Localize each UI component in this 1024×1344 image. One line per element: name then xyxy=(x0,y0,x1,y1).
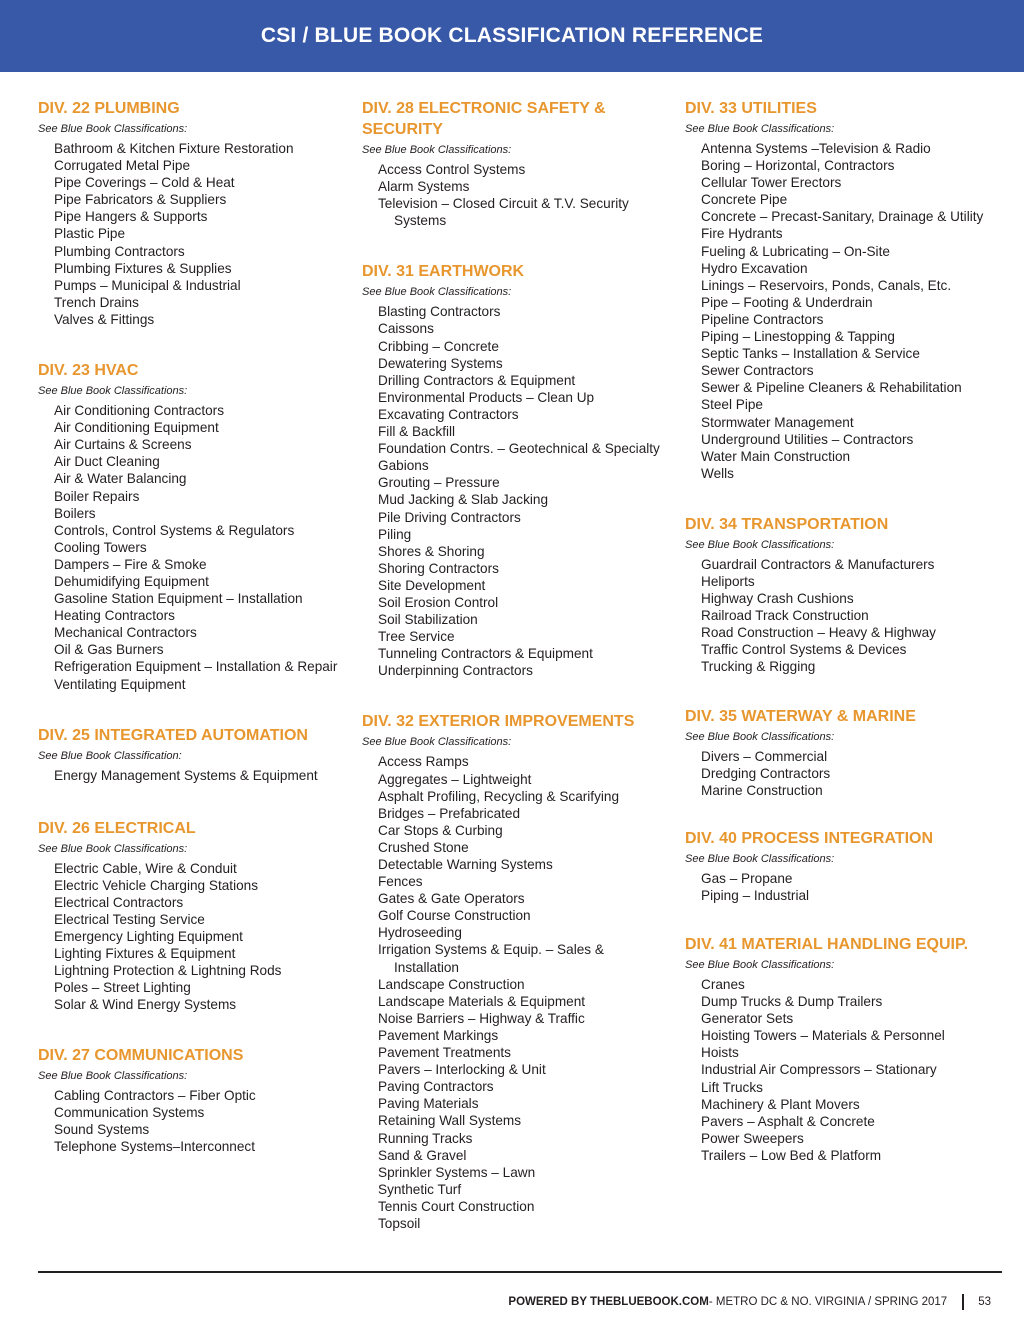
classification-item: Plastic Pipe xyxy=(54,226,126,242)
classification-item: Television – Closed Circuit & T.V. Security Systems xyxy=(378,196,629,229)
classification-item: Sand & Gravel xyxy=(378,1147,467,1163)
classification-item: Site Development xyxy=(378,577,486,593)
classification-item: Topsoil xyxy=(378,1215,421,1231)
classification-item: Antenna Systems –Television & Radio xyxy=(701,141,931,156)
classification-item: Electrical Contractors xyxy=(54,894,184,910)
classification-item: Traffic Control Systems & Devices xyxy=(701,642,907,658)
classification-list xyxy=(362,753,662,1232)
classification-item: Pipeline Contractors xyxy=(701,311,824,327)
division-section xyxy=(38,360,348,693)
classification-item: Paving Contractors xyxy=(378,1079,494,1095)
division-title: DIV. 22 PLUMBING xyxy=(38,100,180,117)
classification-note: See Blue Book Classifications: xyxy=(38,1069,188,1082)
classification-item: Sprinkler Systems – Lawn xyxy=(378,1164,536,1180)
classification-item: Pipe Coverings – Cold & Heat xyxy=(54,175,235,191)
classification-item: Dredging Contractors xyxy=(701,765,831,781)
classification-item: Oil & Gas Burners xyxy=(54,642,164,658)
classification-item: Trench Drains xyxy=(54,294,139,310)
classification-item: Lift Trucks xyxy=(701,1079,763,1095)
classification-item: Linings – Reservoirs, Ponds, Canals, Etc. xyxy=(701,277,952,293)
classification-item: Refrigeration Equipment – Installation & Repair xyxy=(54,659,338,675)
classification-list xyxy=(38,402,344,693)
classification-item: Car Stops & Curbing xyxy=(378,822,503,838)
division-title: DIV. 31 EARTHWORK xyxy=(362,263,525,281)
classification-item: Air Curtains & Screens xyxy=(54,437,192,453)
division-title: DIV. 27 COMMUNICATIONS xyxy=(38,1046,244,1064)
classification-item: Stormwater Management xyxy=(701,414,854,430)
division-title: DIV. 32 EXTERIOR IMPROVEMENTS xyxy=(362,713,635,731)
classification-item: Hoisting Towers – Materials & Personnel xyxy=(701,1028,945,1044)
classification-item: Pavement Markings xyxy=(378,1027,499,1043)
classification-item: Plumbing Contractors xyxy=(54,243,185,259)
division-section xyxy=(362,261,667,679)
classification-item: Communication Systems xyxy=(54,1104,205,1120)
classification-item: Shores & Shoring xyxy=(378,543,485,559)
classification-item: Sound Systems xyxy=(54,1121,150,1137)
classification-item: Steel Pipe xyxy=(701,397,763,413)
classification-item: Dehumidifying Equipment xyxy=(54,573,209,589)
classification-item: Highway Crash Cushions xyxy=(701,591,854,607)
classification-item: Concrete – Precast-Sanitary, Drainage & Utility xyxy=(701,209,984,225)
footer-separator xyxy=(962,1294,964,1310)
classification-item: Valves & Fittings xyxy=(54,311,155,327)
classification-item: Concrete Pipe xyxy=(701,192,788,208)
classification-item: Hoists xyxy=(701,1045,739,1061)
classification-item: Piling xyxy=(378,526,412,542)
division-section xyxy=(38,818,348,1014)
classification-item: Machinery & Plant Movers xyxy=(701,1096,860,1112)
classification-item: Electrical Testing Service xyxy=(54,912,205,927)
page-footer xyxy=(508,1294,991,1310)
classification-item: Pavers – Interlocking & Unit xyxy=(378,1062,546,1078)
classification-list xyxy=(685,556,995,676)
classification-item: Generator Sets xyxy=(701,1011,794,1027)
classification-item: Boring – Horizontal, Contractors xyxy=(701,158,895,174)
column-1 xyxy=(38,98,348,1155)
page-number: 53 xyxy=(978,1296,991,1308)
classification-item: Emergency Lighting Equipment xyxy=(54,929,243,945)
classification-item: Wells xyxy=(701,465,734,481)
classification-item: Synthetic Turf xyxy=(378,1181,462,1197)
classification-item: Tree Service xyxy=(378,629,455,645)
classification-item: Lighting Fixtures & Equipment xyxy=(54,946,236,962)
classification-item: Air Conditioning Contractors xyxy=(54,403,225,419)
classification-item: Aggregates – Lightweight xyxy=(378,771,532,787)
classification-item: Heating Contractors xyxy=(54,608,175,624)
classification-item: Dump Trucks & Dump Trailers xyxy=(701,994,883,1010)
division-section xyxy=(38,98,348,328)
division-title: DIV. 28 ELECTRONIC SAFETY & SECURITY xyxy=(362,100,606,138)
division-title: DIV. 40 PROCESS INTEGRATION xyxy=(685,829,934,847)
classification-item: Hydro Excavation xyxy=(701,260,808,276)
classification-item: Paving Materials xyxy=(378,1096,479,1112)
column-3 xyxy=(685,98,995,1164)
classification-item: Blasting Contractors xyxy=(378,304,501,320)
classification-item: Cranes xyxy=(701,977,745,992)
classification-item: Dewatering Systems xyxy=(378,355,503,371)
footer-rule xyxy=(38,1271,1002,1273)
classification-item: Boilers xyxy=(54,505,96,521)
classification-item: Road Construction – Heavy & Highway xyxy=(701,625,936,641)
classification-item: Landscape Materials & Equipment xyxy=(378,993,586,1009)
classification-item: Solar & Wind Energy Systems xyxy=(54,997,237,1013)
classification-item: Pipe Fabricators & Suppliers xyxy=(54,192,227,208)
classification-item: Cooling Towers xyxy=(54,539,147,555)
classification-item: Railroad Track Construction xyxy=(701,608,869,624)
classification-item: Alarm Systems xyxy=(378,179,470,195)
classification-item: Industrial Air Compressors – Stationary xyxy=(701,1062,937,1078)
classification-note: See Blue Book Classifications: xyxy=(685,959,835,971)
classification-item: Crushed Stone xyxy=(378,839,469,855)
page-header xyxy=(0,0,1024,72)
division-section xyxy=(685,828,995,904)
classification-item: Hydroseeding xyxy=(378,925,462,941)
classification-item: Boiler Repairs xyxy=(54,488,140,504)
classification-item: Irrigation Systems & Equip. – Sales & Installation xyxy=(378,942,604,975)
classification-item: Underground Utilities – Contractors xyxy=(701,431,914,447)
classification-list xyxy=(38,140,344,328)
classification-item: Caissons xyxy=(378,321,434,337)
classification-note: See Blue Book Classifications: xyxy=(685,123,835,135)
classification-item: Fire Hydrants xyxy=(701,226,783,242)
classification-item: Pipe – Footing & Underdrain xyxy=(701,294,873,310)
division-section xyxy=(685,934,995,1164)
classification-note: See Blue Book Classifications: xyxy=(685,538,835,551)
classification-note: See Blue Book Classification: xyxy=(38,749,182,762)
classification-item: Air Duct Cleaning xyxy=(54,454,160,470)
classification-item: Divers – Commercial xyxy=(701,748,828,764)
classification-item: Electric Cable, Wire & Conduit xyxy=(54,860,237,876)
classification-item: Controls, Control Systems & Regulators xyxy=(54,522,295,538)
division-section xyxy=(685,98,995,482)
classification-item: Drilling Contractors & Equipment xyxy=(378,372,576,388)
classification-item: Air & Water Balancing xyxy=(54,471,187,487)
division-section xyxy=(38,1045,348,1155)
classification-item: Bridges – Prefabricated xyxy=(378,805,521,821)
classification-item: Pumps – Municipal & Industrial xyxy=(54,277,241,293)
classification-item: Dampers – Fire & Smoke xyxy=(54,556,207,572)
classification-item: Noise Barriers – Highway & Traffic xyxy=(378,1010,585,1026)
classification-note: See Blue Book Classifications: xyxy=(362,286,512,299)
classification-item: Guardrail Contractors & Manufacturers xyxy=(701,556,935,572)
division-section xyxy=(362,711,667,1232)
classification-item: Soil Stabilization xyxy=(378,612,478,628)
classification-note: See Blue Book Classifications: xyxy=(685,852,835,865)
classification-item: Gas – Propane xyxy=(701,870,793,886)
classification-item: Access Ramps xyxy=(378,754,469,770)
division-title: DIV. 23 HVAC xyxy=(38,362,139,380)
division-section xyxy=(685,514,995,676)
classification-item: Lightning Protection & Lightning Rods xyxy=(54,963,282,979)
classification-item: Heliports xyxy=(701,573,755,589)
classification-item: Electric Vehicle Charging Stations xyxy=(54,877,259,893)
classification-item: Soil Erosion Control xyxy=(378,594,499,610)
classification-item: Access Control Systems xyxy=(378,162,526,177)
classification-item: Energy Management Systems & Equipment xyxy=(54,767,318,783)
classification-note: See Blue Book Classifications: xyxy=(685,730,835,743)
classification-item: Landscape Construction xyxy=(378,976,525,992)
classification-list xyxy=(38,767,344,784)
division-section xyxy=(362,98,667,229)
classification-item: Septic Tanks – Installation & Service xyxy=(701,346,920,362)
classification-item: Pavement Treatments xyxy=(378,1045,511,1061)
classification-item: Mechanical Contractors xyxy=(54,625,197,641)
classification-item: Air Conditioning Equipment xyxy=(54,420,219,436)
classification-item: Grouting – Pressure xyxy=(378,475,500,491)
classification-item: Telephone Systems–Interconnect xyxy=(54,1138,256,1154)
division-title: DIV. 26 ELECTRICAL xyxy=(38,819,196,837)
division-title: DIV. 41 MATERIAL HANDLING EQUIP. xyxy=(685,936,969,953)
classification-item: Marine Construction xyxy=(701,782,823,798)
classification-item: Pavers – Asphalt & Concrete xyxy=(701,1113,875,1129)
classification-item: Power Sweepers xyxy=(701,1130,804,1146)
classification-note: See Blue Book Classifications: xyxy=(362,736,512,749)
footer-brand: POWERED BY THEBLUEBOOK.COM xyxy=(508,1296,709,1308)
classification-list xyxy=(38,860,344,1014)
classification-item: Fill & Backfill xyxy=(378,424,456,440)
classification-item: Gasoline Station Equipment – Installation xyxy=(54,591,303,607)
classification-item: Detectable Warning Systems xyxy=(378,857,553,872)
classification-note: See Blue Book Classifications: xyxy=(38,842,188,855)
classification-item: Piping – Linestopping & Tapping xyxy=(701,329,895,345)
classification-item: Fueling & Lubricating – On-Site xyxy=(701,243,890,259)
classification-note: See Blue Book Classifications: xyxy=(38,123,188,135)
classification-item: Foundation Contrs. – Geotechnical & Specialty xyxy=(378,441,660,457)
classification-item: Gabions xyxy=(378,458,429,474)
classification-item: Tennis Court Construction xyxy=(378,1198,535,1214)
classification-item: Shoring Contractors xyxy=(378,560,499,576)
classification-item: Trailers – Low Bed & Platform xyxy=(701,1147,882,1163)
classification-item: Pipe Hangers & Supports xyxy=(54,209,208,225)
classification-item: Water Main Construction xyxy=(701,448,851,464)
footer-edition: - METRO DC & NO. VIRGINIA / SPRING 2017 xyxy=(708,1296,948,1308)
classification-item: Cabling Contractors – Fiber Optic xyxy=(54,1087,256,1103)
classification-item: Underpinning Contractors xyxy=(378,663,533,679)
classification-item: Corrugated Metal Pipe xyxy=(54,158,191,174)
classification-list xyxy=(685,976,995,1164)
classification-item: Pile Driving Contractors xyxy=(378,509,521,525)
classification-item: Bathroom & Kitchen Fixture Restoration xyxy=(54,141,294,156)
classification-item: Golf Course Construction xyxy=(378,908,531,924)
classification-item: Retaining Wall Systems xyxy=(378,1113,522,1129)
division-section xyxy=(38,725,348,784)
classification-item: Excavating Contractors xyxy=(378,406,519,422)
classification-list xyxy=(38,1087,344,1155)
classification-list xyxy=(362,161,662,229)
classification-item: Cribbing – Concrete xyxy=(378,338,499,354)
division-title: DIV. 33 UTILITIES xyxy=(685,100,817,117)
classification-list xyxy=(685,870,995,904)
classification-list xyxy=(685,140,995,482)
classification-item: Running Tracks xyxy=(378,1130,473,1146)
division-title: DIV. 25 INTEGRATED AUTOMATION xyxy=(38,726,308,744)
classification-item: Poles – Street Lighting xyxy=(54,980,191,996)
division-title: DIV. 34 TRANSPORTATION xyxy=(685,515,889,533)
division-section xyxy=(685,706,995,799)
classification-item: Ventilating Equipment xyxy=(54,676,186,692)
column-2 xyxy=(362,98,667,1232)
classification-item: Sewer Contractors xyxy=(701,363,814,379)
classification-item: Cellular Tower Erectors xyxy=(701,175,842,191)
classification-item: Asphalt Profiling, Recycling & Scarifying xyxy=(378,788,620,804)
classification-item: Mud Jacking & Slab Jacking xyxy=(378,492,549,508)
division-title: DIV. 35 WATERWAY & MARINE xyxy=(685,707,916,725)
page-title: CSI / BLUE BOOK CLASSIFICATION REFERENCE xyxy=(260,24,764,47)
classification-list xyxy=(685,748,995,799)
classification-note: See Blue Book Classifications: xyxy=(38,385,188,398)
classification-note: See Blue Book Classifications: xyxy=(362,144,512,156)
classification-item: Plumbing Fixtures & Supplies xyxy=(54,260,232,276)
classification-item: Sewer & Pipeline Cleaners & Rehabilitation xyxy=(701,380,962,396)
classification-item: Environmental Products – Clean Up xyxy=(378,389,595,405)
classification-item: Tunneling Contractors & Equipment xyxy=(378,646,593,662)
classification-item: Trucking & Rigging xyxy=(701,659,816,675)
classification-list xyxy=(362,303,662,679)
classification-item: Fences xyxy=(378,874,423,890)
classification-item: Piping – Industrial xyxy=(701,887,810,903)
classification-item: Gates & Gate Operators xyxy=(378,891,525,907)
